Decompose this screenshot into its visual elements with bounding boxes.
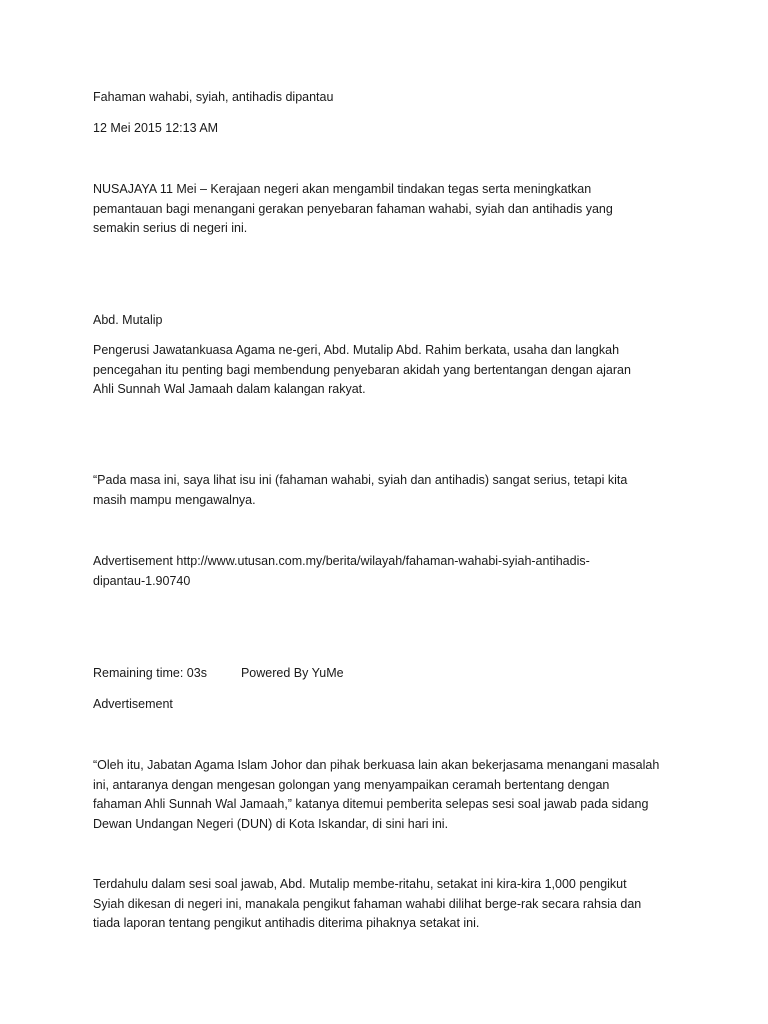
- lead-paragraph: [93, 180, 683, 239]
- advertisement-link[interactable]: [93, 552, 683, 591]
- paragraph-2: [93, 341, 683, 400]
- lead-line: NUSAJAYA 11 Mei – Kerajaan negeri akan mengambil tindakan tegas serta meningkatkan: [93, 182, 592, 196]
- paragraph-line: tiada laporan tentang pengikut antihadis diterima pihaknya setakat ini.: [93, 916, 480, 930]
- remaining-time-text: Remaining time: 03s: [93, 666, 207, 680]
- photo-caption: Abd. Mutalip: [93, 313, 163, 327]
- paragraph-line: Terdahulu dalam sesi soal jawab, Abd. Mutalip membe-ritahu, setakat ini kira-kira 1,000 pengikut: [93, 877, 627, 891]
- advertisement-link-line[interactable]: Advertisement http://www.utusan.com.my/berita/wilayah/fahaman-wahabi-syiah-antihadis-: [93, 554, 590, 568]
- closing-paragraph: [93, 875, 683, 934]
- quote-paragraph-1: [93, 471, 683, 510]
- paragraph-line: pencegahan itu penting bagi membendung penyebaran akidah yang bertentangan dengan ajaran: [93, 362, 631, 377]
- lead-line: pemantauan bagi menangani gerakan penyebaran fahaman wahabi, syiah dan antihadis yang: [93, 201, 613, 216]
- paragraph-line: Syiah dikesan di negeri ini, manakala pengikut fahaman wahabi dilihat berge-rak secara rahsia dan: [93, 896, 642, 911]
- advertisement-link-line[interactable]: dipantau-1.90740: [93, 573, 191, 588]
- quote-line: ini, antaranya dengan mengesan golongan yang menyampaikan ceramah bertentang dengan: [93, 777, 610, 792]
- video-ad-status-row: [93, 663, 344, 683]
- quote-line: “Oleh itu, Jabatan Agama Islam Johor dan pihak berkuasa lain akan bekerjasama menangani masalah: [93, 758, 660, 772]
- advertisement-label: Advertisement: [93, 697, 173, 711]
- powered-by-yume-text: Powered By YuMe: [240, 666, 344, 680]
- article-date: 12 Mei 2015 12:13 AM: [93, 121, 219, 135]
- lead-line: semakin serius di negeri ini.: [93, 221, 248, 235]
- quote-line: masih mampu mengawalnya.: [93, 492, 256, 507]
- quote-line: “Pada masa ini, saya lihat isu ini (fahaman wahabi, syiah dan antihadis) sangat serius, tetapi kita: [93, 473, 628, 487]
- quote-line: fahaman Ahli Sunnah Wal Jamaah,” katanya ditemui pemberita selepas sesi soal jawab pada sidang: [93, 797, 649, 811]
- article-title: Fahaman wahabi, syiah, antihadis dipantau: [93, 90, 334, 104]
- paragraph-line: Ahli Sunnah Wal Jamaah dalam kalangan rakyat.: [93, 382, 366, 396]
- quote-paragraph-2: [93, 756, 683, 834]
- quote-line: Dewan Undangan Negeri (DUN) di Kota Iskandar, di sini hari ini.: [93, 816, 449, 831]
- paragraph-line: Pengerusi Jawatankuasa Agama ne-geri, Abd. Mutalip Abd. Rahim berkata, usaha dan langkah: [93, 343, 620, 357]
